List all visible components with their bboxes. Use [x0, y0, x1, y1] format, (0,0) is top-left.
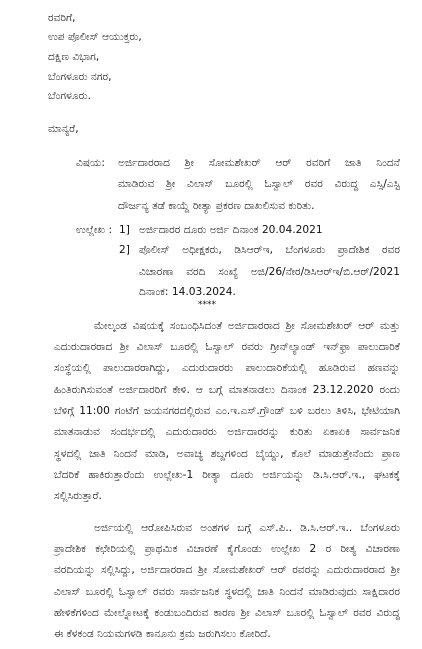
paragraph-1-line-3: ಸಂಸ್ಥೆಯಲ್ಲಿ ಪಾಲುದಾರರಾಗಿದ್ದು, ಎದುರುದಾರರು ಪಾಲುದಾರಿಕೆಯಲ್ಲಿ ಹೂಡಿರುವ ಹಣವನ್ನು — [54, 362, 400, 374]
reference-2-line-3: ದಿನಾಂಕ: 14.03.2024. — [139, 286, 236, 298]
reference-2-number: 2] — [119, 244, 130, 256]
paragraph-2-line-1: ಅರ್ಜಿಯಲ್ಲಿ ಆರೋಪಿಸಿರುವ ಅಂಶಗಳ ಬಗ್ಗೆ ಎಸ್.ಪಿ.. ಡಿ.ಸಿ.ಆರ್.ಇ.. ಬೆಂಗಳೂರು — [94, 522, 400, 534]
paragraph-1-line-2: ಎದುರುದಾರರಾದ ಶ್ರೀ ವಿಲಾಸ್ ಬೂರಲ್ಲಿ ಓಸ್ವಾಲ್ ರವರು ಗ್ರೀನ್‌ಲ್ಯಾಂಡ್ ಇನ್‌ಫ್ರಾ ಪಾಲುದಾರಿಕೆ — [54, 341, 400, 353]
salutation: ಮಾನ್ಯರೆ, — [48, 123, 79, 135]
address-line-4: ಬೆಂಗಳೂರು ನಗರ, — [48, 71, 112, 83]
reference-2-line-2: ವಿಚಾರಣಾ ವರದಿ ಸಂಖ್ಯೆ ಅಜಿ/26/ನೇರ/ಡಿಸಿಆರ್‌ಇ/ಬಿ.ಆರ್/2021 — [139, 266, 400, 278]
subject-line-2: ಮಾಡಿರುವ ಶ್ರೀ ವಿಲಾಸ್ ಬೂರಲ್ಲಿ ಓಸ್ವಾಲ್ ರವರ ವಿರುದ್ಧ ಎಸ್ಸಿ/ಎಸ್ಟಿ — [118, 178, 400, 190]
reference-2-line-1: ಪೊಲೀಸ್ ಅಧೀಕ್ಷಕರು, ಡಿಸಿಆರ್‌ಇ, ಬೆಂಗಳೂರು ಪ್ರಾದೇಶಿಕ ರವರ — [139, 244, 400, 256]
address-line-2: ಉಪ ಪೊಲೀಸ್ ಆಯುಕ್ತರು, — [48, 31, 142, 43]
address-line-3: ದಕ್ಷಿಣ ವಿಭಾಗ, — [48, 51, 100, 63]
paragraph-1-line-8: ಬೆದರಿಕೆ ಹಾಕಿರುತ್ತಾರೆಂದು ಉಲ್ಲೇಖ-1 ರೀತ್ಯಾ ದೂರು ಅರ್ಜಿಯನ್ನು ಡಿ.ಸಿ.ಆರ್.ಇ., ಘಟಕಕ್ಕೆ — [54, 469, 400, 481]
paragraph-1-line-1: ಮೇಲ್ಕಂಡ ವಿಷಯಕ್ಕೆ ಸಂಬಂಧಿಸಿದಂತೆ ಅರ್ಜಿದಾರರಾದ ಶ್ರೀ ಸೋಮಶೇಖರ್ ಆರ್ ಮತ್ತು — [94, 320, 400, 332]
paragraph-1-line-4: ಹಿಂತಿರುಗಿಸುವಂತೆ ಅರ್ಜಿದಾರರಿಗೆ ಕೇಳಿ. ಆ ಬಗ್ಗೆ ಮಾತನಾಡಲು ದಿನಾಂಕ 23.12.2020 ರಂದು — [54, 384, 400, 396]
paragraph-2-line-6: ಈ ಕೆಳಕಂಡ ನಿಯಮಗಳಡಿ ಕಾನೂನು ಕ್ರಮ ಜರುಗಿಸಲು ಕೋರಿದೆ. — [54, 628, 271, 640]
reference-label: ಉಲ್ಲೇಖ : — [76, 224, 113, 236]
paragraph-1-line-7: ಸ್ಥಳದಲ್ಲಿ ಜಾತಿ ನಿಂದನೆ ಮಾಡಿ, ಅವಾಚ್ಯ ಶಬ್ದಗಳಿಂದ ಬೈಯ್ದು, ಕೊಲೆ ಮಾಡುತ್ತೇನೆಂದು ಪ್ರಾಣ — [54, 448, 400, 460]
address-line-1: ರವರಿಗೆ, — [48, 12, 76, 24]
subject-line-3: ದೌರ್ಜನ್ಯ ತಡೆ ಕಾಯ್ದೆ ರೀತ್ಯಾ ಪ್ರಕರಣ ದಾಖಲಿಸುವ ಕುರಿತು. — [118, 200, 315, 212]
subject-label: ವಿಷಯ: — [76, 157, 105, 169]
paragraph-2-line-2: ಪ್ರಾದೇಶಿಕ ಕಛೇರಿಯಲ್ಲಿ ಪ್ರಾಥಮಿಕ ವಿಚಾರಣೆ ಕೈಗೊಂಡು ಉಲ್ಲೇಖ 2 ರ ರೀತ್ಯ ವಿಚಾರಣಾ — [54, 543, 400, 555]
paragraph-2-line-4: ವಿಲಾಸ್ ಬೂರಲ್ಲಿ ಓಸ್ವಾಲ್ ರವರು ಸಾರ್ವಜನಿಕ ಸ್ಥಳದಲ್ಲಿ ಜಾತಿ ನಿಂದನೆ ಮಾಡಿರುವುದು ಸಾಕ್ಷಿದಾರರ — [54, 586, 400, 598]
paragraph-1-line-6: ಮಾತನಾಡುವ ಸಂದರ್ಭದಲ್ಲಿ ಎದುರುದಾರರು ಅರ್ಜಿದಾರರನ್ನು ಕುರಿತು ಏಕಾಏಕಿ ಸಾರ್ವಜನಿಕ — [54, 426, 400, 438]
reference-1-line-1: ಅರ್ಜಿದಾರರ ದೂರು ಅರ್ಜಿ ದಿನಾಂಕ 20.04.2021 — [139, 224, 323, 236]
address-line-5: ಬೆಂಗಳೂರು. — [48, 90, 91, 102]
paragraph-1-line-5: ಬೆಳಿಗ್ಗೆ 11:00 ಗಂಟೆಗೆ ಜಯನಗರದಲ್ಲಿರುವ ಎಂ.ಇ.ಎಸ್.ಗ್ರೌಂಡ್ ಬಳಿ ಬರಲು ತಿಳಿಸಿ, ಭೇಟಿಯಾಗಿ — [54, 405, 400, 417]
subject-line-1: ಅರ್ಜಿದಾರರಾದ ಶ್ರೀ ಸೋಮಶೇಖರ್ ಆರ್ ರವರಿಗೆ ಜಾತಿ ನಿಂದನೆ — [118, 157, 400, 169]
paragraph-2-line-5: ಹೇಳಿಕೆಗಳಿಂದ ಮೇಲ್ನೋಟಕ್ಕೆ ಕಂಡುಬಂದಿರುವ ಕಾರಣ ಶ್ರೀ ವಿಲಾಸ್ ಬೂರಲ್ಲಿ ಓಸ್ವಾಲ್ ರವರ ವಿರುದ್ಧ — [54, 607, 400, 619]
separator-stars: **** — [198, 300, 216, 310]
reference-1-number: 1] — [119, 224, 130, 236]
paragraph-2-line-3: ವರದಿಯನ್ನು ಸಲ್ಲಿಸಿದ್ದು, ಅರ್ಜಿದಾರರಾದ ಶ್ರೀ ಸೋಮಶೇಖರ್ ಆರ್ ರವರನ್ನು ಎದುರುದಾರರಾದ ಶ್ರೀ — [54, 564, 400, 576]
paragraph-1-line-9: ಸಲ್ಲಿಸಿರುತ್ತಾರೆ. — [54, 490, 102, 502]
